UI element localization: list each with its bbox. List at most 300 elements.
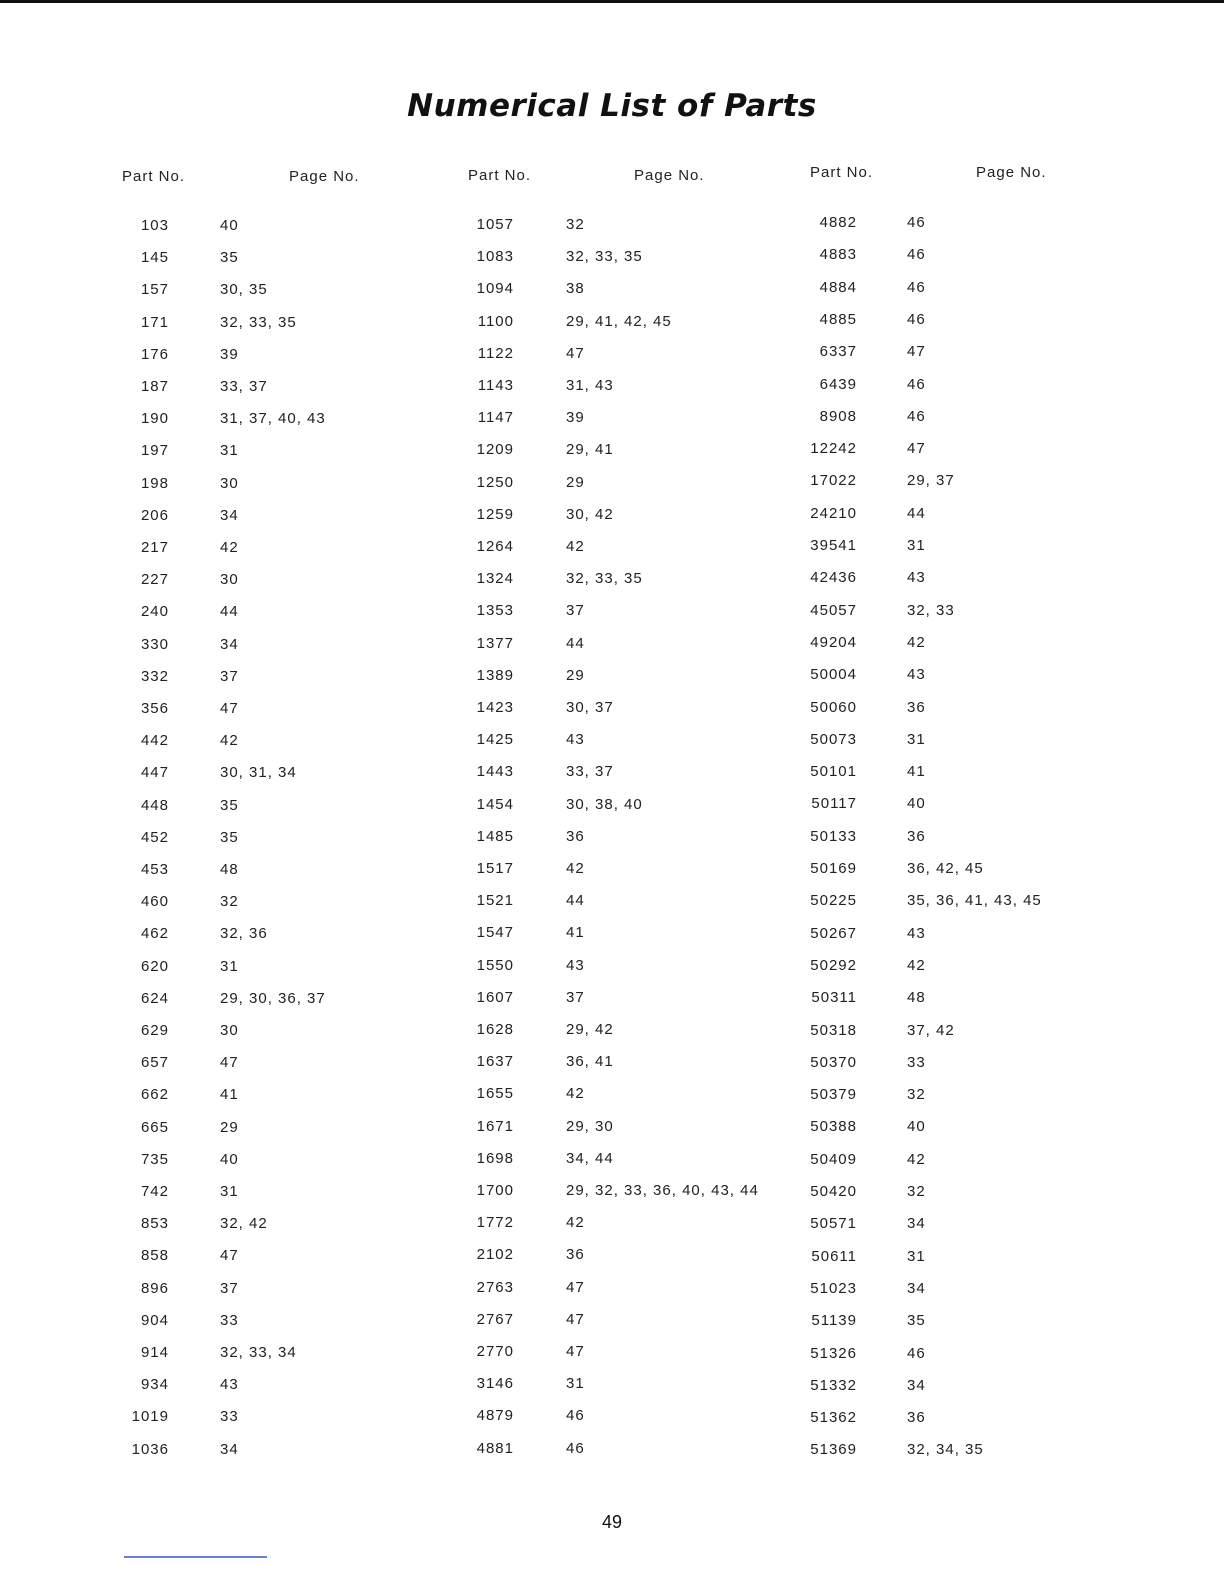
page-numbers: 31, 43 [566,377,614,394]
table-row [122,1119,482,1141]
table-row [468,216,828,238]
page-numbers: 46 [566,1407,585,1425]
page-numbers: 29 [566,666,585,684]
table-row [810,1215,1170,1237]
table-row [810,1151,1170,1173]
part-number: 1250 [476,473,514,491]
table-row [122,281,482,303]
table-row [122,861,482,883]
part-number: 1517 [476,860,514,877]
page-numbers: 35, 36, 41, 43, 45 [907,892,1042,910]
part-number: 4884 [819,278,857,296]
page-numbers: 42 [220,539,239,556]
table-row [810,1377,1170,1399]
page-numbers: 38 [566,280,585,298]
part-number: 1521 [476,892,514,910]
table-row [122,1183,482,1205]
table-row [122,1215,482,1237]
table-row [810,1345,1170,1367]
table-row [810,1248,1170,1270]
part-number: 1389 [476,666,514,684]
page-numbers: 34 [907,1279,926,1297]
part-number: 51332 [810,1376,857,1394]
part-number: 1209 [476,441,514,459]
table-row [810,472,1170,494]
page-numbers: 46 [907,1344,926,1362]
page-numbers: 40 [907,795,926,813]
table-row [810,246,1170,268]
page-numbers: 29 [220,1118,239,1136]
table-row [468,474,828,496]
part-number: 330 [140,635,169,653]
page-numbers: 33 [220,1311,239,1329]
table-row [468,1407,828,1429]
part-number: 1143 [477,377,514,394]
table-row [122,829,482,851]
page-numbers: 43 [220,1376,239,1394]
page-numbers: 46 [907,214,926,231]
page-numbers: 37, 42 [907,1021,955,1039]
table-row [810,311,1170,333]
table-row [810,1118,1170,1140]
part-no-header: Part No. [468,167,532,184]
part-number: 2767 [476,1310,514,1328]
page-numbers: 35 [220,249,239,267]
table-row [122,410,482,432]
page-numbers: 40 [220,1150,239,1168]
table-row [122,1312,482,1334]
page-numbers: 32, 33, 35 [566,570,643,588]
page-numbers: 35 [220,828,239,846]
page-numbers: 30, 38, 40 [566,795,643,813]
page-numbers: 46 [907,407,926,425]
part-no-header: Part No. [122,168,186,185]
page-numbers: 32 [566,216,585,233]
part-number: 227 [140,571,169,589]
page-numbers: 44 [566,634,585,652]
table-row [468,699,828,721]
table-row [122,990,482,1012]
table-row [810,505,1170,527]
page-numbers: 44 [907,504,926,522]
part-number: 1655 [476,1085,514,1103]
table-row [810,376,1170,398]
table-row [122,217,482,239]
page-numbers: 29, 37 [907,472,955,490]
part-number: 896 [140,1279,169,1297]
table-row [122,764,482,786]
page-numbers: 43 [907,569,926,587]
part-number: 50370 [810,1053,857,1071]
part-number: 171 [140,313,169,331]
page-numbers: 31 [566,1375,585,1393]
part-number: 1443 [476,763,514,781]
page-numbers: 31 [220,1183,239,1200]
part-number: 657 [140,1054,169,1072]
part-number: 1094 [476,280,514,298]
page-numbers: 36, 42, 45 [907,860,984,877]
table-row [468,1118,828,1140]
table-row [122,1441,482,1463]
table-row [468,570,828,592]
page-numbers: 41 [907,763,926,781]
page-numbers: 44 [220,603,239,621]
part-number: 198 [140,474,169,492]
part-number: 217 [140,539,169,556]
table-row [122,732,482,754]
table-row [122,378,482,400]
table-row [810,408,1170,430]
part-number: 853 [140,1215,169,1233]
table-row [810,763,1170,785]
part-number: 735 [140,1150,169,1168]
part-no-header: Part No. [810,164,874,181]
table-row [468,1085,828,1107]
table-row [468,957,828,979]
part-number: 662 [140,1086,169,1104]
part-number: 1100 [477,312,514,330]
page-numbers: 30 [220,1022,239,1039]
table-row [810,957,1170,979]
table-row [810,699,1170,721]
table-row [122,700,482,722]
part-number: 4883 [819,246,857,264]
part-number: 1259 [476,505,514,523]
table-row [810,343,1170,365]
page-numbers: 47 [220,1247,239,1265]
part-number: 1019 [131,1408,169,1426]
part-number: 50169 [810,860,857,877]
part-number: 12242 [810,440,857,458]
table-row [122,1054,482,1076]
part-number: 50409 [810,1150,857,1168]
table-row [810,214,1170,236]
table-row [468,377,828,399]
page-numbers: 42 [907,633,926,651]
table-row [122,1022,482,1044]
page-numbers: 36 [907,1409,926,1427]
table-row [468,409,828,431]
table-row [468,1440,828,1462]
table-row [122,475,482,497]
table-row [122,1151,482,1173]
part-number: 620 [140,957,169,975]
page-numbers: 32 [220,893,239,911]
part-number: 1083 [476,248,514,266]
page-numbers: 40 [220,217,239,234]
part-number: 1547 [476,924,514,942]
table-row [810,1054,1170,1076]
table-row [468,796,828,818]
part-number: 190 [140,410,169,428]
page-numbers: 32, 33, 34 [220,1344,297,1361]
page-numbers: 36 [566,827,585,845]
table-row [810,1441,1170,1463]
page-numbers: 40 [907,1118,926,1136]
part-number: 3146 [476,1375,514,1393]
part-number: 2763 [476,1278,514,1296]
page-numbers: 46 [907,278,926,296]
table-row [468,1311,828,1333]
table-row [122,893,482,915]
part-number: 187 [140,378,169,395]
page-numbers: 42 [907,1150,926,1168]
page-numbers: 48 [220,861,239,878]
table-row [468,1214,828,1236]
part-number: 858 [140,1247,169,1265]
page-numbers: 33, 37 [566,763,614,781]
page-numbers: 42 [566,1085,585,1103]
page-numbers: 41 [566,924,585,942]
page-numbers: 32, 34, 35 [907,1441,984,1459]
part-number: 51362 [810,1409,857,1427]
table-row [122,1408,482,1430]
part-number: 904 [140,1311,169,1329]
table-row [468,731,828,753]
part-number: 145 [140,249,169,267]
table-row [122,1086,482,1108]
page-numbers: 32, 33, 35 [566,248,643,266]
table-row [468,763,828,785]
page-no-header: Page No. [289,168,360,185]
table-row [468,989,828,1011]
table-row [468,538,828,560]
part-number: 50117 [811,795,857,813]
part-number: 51023 [810,1279,857,1297]
page-numbers: 47 [566,1278,585,1296]
part-number: 50420 [810,1183,857,1200]
table-row [468,635,828,657]
table-row [468,1279,828,1301]
table-row [810,440,1170,462]
part-number: 624 [140,989,169,1007]
part-number: 2102 [476,1246,514,1264]
part-number: 8908 [819,407,857,425]
page-numbers: 31 [220,442,239,460]
page-no-header: Page No. [634,167,705,184]
part-number: 2770 [476,1343,514,1360]
part-number: 1698 [476,1149,514,1167]
page-numbers: 34 [220,506,239,524]
page-numbers: 31 [907,1247,926,1265]
table-row [122,1247,482,1269]
part-number: 462 [140,925,169,943]
page-numbers: 33, 37 [220,378,268,395]
part-number: 4885 [819,310,857,328]
part-number: 1264 [476,538,514,555]
table-row [122,507,482,529]
page-numbers: 35 [220,796,239,814]
part-number: 1353 [476,602,514,620]
page-numbers: 39 [566,409,585,427]
table-row [810,1086,1170,1108]
table-row [122,1376,482,1398]
part-number: 1607 [476,988,514,1006]
part-number: 42436 [810,569,857,587]
table-row [122,925,482,947]
table-row [810,1280,1170,1302]
page-numbers: 30, 42 [566,505,614,523]
part-number: 50267 [810,924,857,942]
table-row [810,279,1170,301]
part-number: 24210 [810,504,857,522]
table-row [810,860,1170,882]
part-number: 17022 [810,472,857,490]
part-number: 206 [140,506,169,524]
part-number: 50311 [811,989,857,1007]
part-number: 49204 [810,633,857,651]
page-numbers: 29, 41, 42, 45 [566,312,672,330]
table-row [810,925,1170,947]
page-numbers: 37 [566,602,585,620]
page-numbers: 36 [566,1246,585,1264]
page-numbers: 32, 33 [907,601,955,619]
page-numbers: 42 [566,1214,585,1232]
page-numbers: 47 [907,343,926,361]
table-row [468,892,828,914]
part-number: 50388 [810,1118,857,1136]
page-numbers: 47 [566,1343,585,1360]
page-numbers: 47 [566,1310,585,1328]
part-number: 50073 [810,730,857,748]
table-row [468,828,828,850]
table-row [468,1150,828,1172]
table-row [122,442,482,464]
table-row [810,666,1170,688]
page-numbers: 46 [907,246,926,264]
table-row [810,634,1170,656]
part-number: 176 [140,345,169,363]
part-number: 1485 [476,827,514,845]
page-numbers: 36 [907,698,926,716]
page-title: Numerical List of Parts [407,88,817,124]
page-numbers: 43 [907,924,926,942]
page-numbers: 32, 42 [220,1215,268,1233]
table-row [122,958,482,980]
part-number: 914 [140,1344,169,1361]
table-row [468,313,828,335]
page-numbers: 37 [220,1279,239,1297]
page-numbers: 30, 37 [566,699,614,716]
page-numbers: 30 [220,474,239,492]
page-number: 49 [601,1512,623,1532]
table-row [122,668,482,690]
table-row [468,506,828,528]
table-row [810,602,1170,624]
table-row [810,1409,1170,1431]
part-number: 1036 [131,1440,169,1458]
part-number: 1423 [476,699,514,716]
table-row [810,1312,1170,1334]
part-number: 50225 [810,892,857,910]
table-row [122,346,482,368]
page-numbers: 29, 41 [566,441,614,459]
page-numbers: 33 [907,1053,926,1071]
part-number: 157 [140,281,169,299]
table-row [122,314,482,336]
page-numbers: 47 [907,440,926,458]
page-numbers: 30, 31, 34 [220,764,297,782]
page-numbers: 36 [907,827,926,845]
page-numbers: 44 [566,892,585,910]
page-numbers: 29, 30 [566,1117,614,1135]
part-number: 1377 [476,634,514,652]
page-numbers: 32, 36 [220,925,268,943]
page-numbers: 34 [220,1440,239,1458]
part-number: 51369 [810,1441,857,1459]
part-number: 1122 [477,344,514,362]
page-numbers: 46 [907,375,926,393]
top-rule [0,0,1224,3]
page-numbers: 42 [566,538,585,555]
part-number: 453 [140,861,169,878]
page-numbers: 48 [907,989,926,1007]
page-numbers: 39 [220,345,239,363]
page-numbers: 29 [566,473,585,491]
table-row [122,603,482,625]
table-row [810,569,1170,591]
part-number: 6337 [819,343,857,361]
table-row [468,1021,828,1043]
part-number: 50101 [810,763,857,781]
table-row [468,280,828,302]
part-number: 50133 [810,827,857,845]
table-row [468,1343,828,1365]
page-numbers: 31 [907,537,926,554]
part-number: 1057 [476,216,514,233]
table-row [468,924,828,946]
page-numbers: 34 [907,1215,926,1233]
part-number: 4881 [476,1439,514,1457]
page-numbers: 47 [566,344,585,362]
table-row [122,249,482,271]
table-row [468,1246,828,1268]
part-number: 1425 [476,731,514,749]
part-number: 50571 [810,1215,857,1233]
table-row [468,860,828,882]
table-row [810,989,1170,1011]
part-number: 1671 [476,1117,514,1135]
page-numbers: 47 [220,1054,239,1072]
page-numbers: 37 [220,667,239,685]
page-numbers: 43 [566,956,585,974]
part-number: 39541 [810,537,857,554]
table-row [810,795,1170,817]
table-row [122,636,482,658]
part-number: 629 [140,1022,169,1039]
part-number: 50318 [810,1021,857,1039]
page-numbers: 43 [566,731,585,749]
part-number: 448 [140,796,169,814]
table-row [122,1344,482,1366]
page-numbers: 31 [220,957,239,975]
table-row [122,539,482,561]
table-row [810,1183,1170,1205]
page-numbers: 31, 37, 40, 43 [220,410,326,428]
table-row [468,602,828,624]
part-number: 1772 [476,1214,514,1232]
part-number: 1637 [476,1053,514,1071]
part-number: 1454 [476,795,514,813]
page-numbers: 31 [907,730,926,748]
page-numbers: 34 [907,1376,926,1394]
part-number: 4879 [476,1407,514,1425]
table-row [810,1022,1170,1044]
page-numbers: 34, 44 [566,1149,614,1167]
part-number: 742 [140,1183,169,1200]
part-number: 4882 [819,214,857,231]
part-number: 240 [140,603,169,621]
